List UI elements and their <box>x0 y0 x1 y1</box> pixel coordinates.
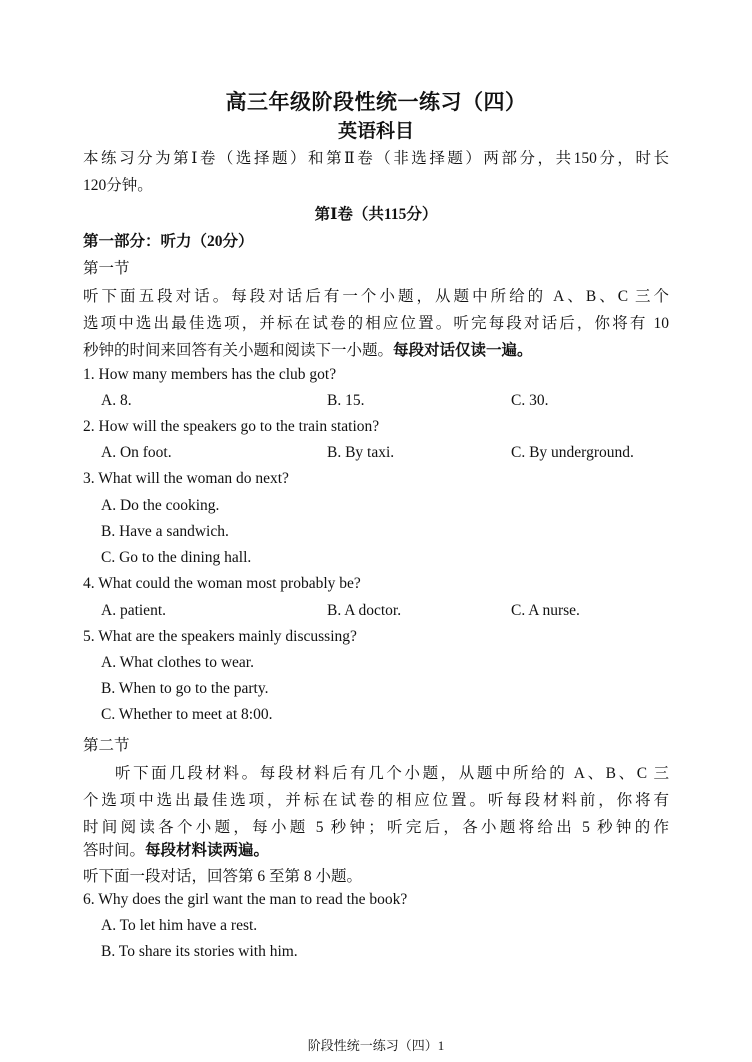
question-6: 6. Why does the girl want the man to read the book? <box>83 891 408 908</box>
question-4: 4. What could the woman most probably be? <box>83 575 361 592</box>
q1-option-b: B. 15. <box>327 392 365 409</box>
section-2-instruction-3: 时间阅读各个小题，每小题 5 秒钟；听完后，各小题将给出 5 秒钟的作 <box>83 819 669 836</box>
section-2-label: 第二节 <box>83 737 130 754</box>
q3-option-a: A. Do the cooking. <box>101 497 220 514</box>
q2-option-a: A. On foot. <box>101 444 172 461</box>
q6-option-a: A. To let him have a rest. <box>101 917 258 934</box>
q1-option-c: C. 30. <box>511 392 549 409</box>
q2-option-b: B. By taxi. <box>327 444 395 461</box>
section-2-instruction-4 <box>83 838 269 860</box>
q3-option-b: B. Have a sandwich. <box>101 523 229 540</box>
q4-option-a: A. patient. <box>101 602 166 619</box>
instruction-emphasis: 每段材料读两遍。 <box>145 842 270 859</box>
q3-option-c: C. Go to the dining hall. <box>101 549 252 566</box>
instruction-emphasis: 每段对话仅读一遍。 <box>393 342 533 359</box>
question-1: 1. How many members has the club got? <box>83 366 337 383</box>
section-1-instruction-1: 听下面五段对话。每段对话后有一个小题，从题中所给的 A、B、C 三个 <box>83 288 669 305</box>
q4-option-c: C. A nurse. <box>511 602 580 619</box>
subject-title: 英语科目 <box>337 120 414 142</box>
section-1-instruction-2: 选项中选出最佳选项，并标在试卷的相应位置。听完每段对话后，你将有 10 <box>83 315 669 332</box>
q2-option-c: C. By underground. <box>511 444 634 461</box>
section-2-instruction-2: 个选项中选出最佳选项，并标在试卷的相应位置。听每段材料前，你将有 <box>83 792 669 809</box>
question-5: 5. What are the speakers mainly discussing? <box>83 628 357 645</box>
section-1-label: 第一节 <box>83 260 130 277</box>
question-3: 3. What will the woman do next? <box>83 470 289 487</box>
intro-line-1: 本练习分为第Ⅰ卷（选择题）和第Ⅱ卷（非选择题）两部分，共150分，时长 <box>83 150 669 167</box>
instruction-text: 秒钟的时间来回答有关小题和阅读下一小题。 <box>83 342 394 359</box>
q1-option-a: A. 8. <box>101 392 132 409</box>
instruction-text: 答时间。 <box>83 842 146 859</box>
q5-option-a: A. What clothes to wear. <box>101 654 254 671</box>
section-2-instruction-1: 听下面几段材料。每段材料后有几个小题，从题中所给的 A、B、C 三 <box>115 765 669 782</box>
q6-option-b: B. To share its stories with him. <box>101 943 298 960</box>
volume-1-heading: 第Ⅰ卷（共115分） <box>314 206 438 223</box>
group-intro: 听下面一段对话，回答第 6 至第 8 小题。 <box>83 868 363 885</box>
q5-option-b: B. When to go to the party. <box>101 680 269 697</box>
q5-option-c: C. Whether to meet at 8:00. <box>101 706 273 723</box>
section-1-instruction-3 <box>83 338 533 360</box>
question-2: 2. How will the speakers go to the train station? <box>83 418 380 435</box>
q4-option-b: B. A doctor. <box>327 602 402 619</box>
exam-title: 高三年级阶段性统一练习（四） <box>225 89 527 114</box>
intro-line-2: 120分钟。 <box>83 177 153 194</box>
page-footer: 阶段性统一练习（四）1 <box>307 1038 445 1053</box>
part-1-heading: 第一部分：听力（20分） <box>83 233 254 250</box>
